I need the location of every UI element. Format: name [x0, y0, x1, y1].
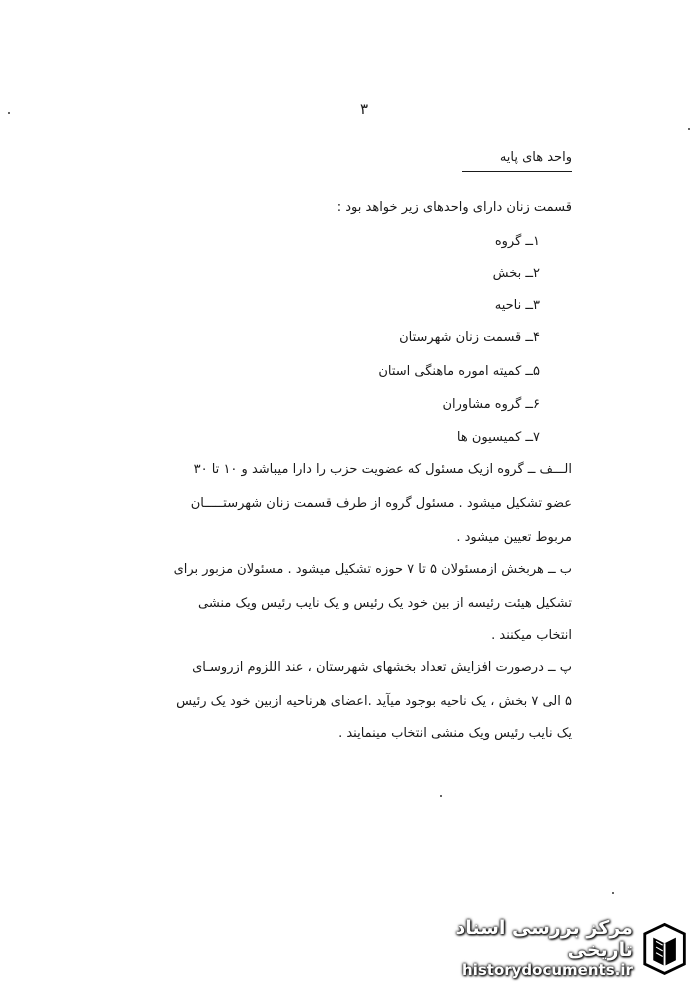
intro-line: قسمت زنان دارای واحدهای زیر خواهد بود :	[336, 200, 572, 215]
book-logo-icon	[641, 919, 688, 977]
page-number: ۳	[360, 100, 369, 118]
scan-speck	[8, 112, 10, 114]
list-item: ۲ــ بخش	[492, 266, 540, 281]
list-item: ۶ــ گروه مشاوران	[442, 397, 540, 412]
list-item: ۵ــ کمیته اموره ماهنگی استان	[378, 364, 540, 379]
paragraph-line: انتخاب میکنند .	[491, 628, 572, 643]
paragraph-line: عضو تشکیل میشود . مسئول گروه از طرف قسمت زنان شهرستـــــان	[190, 496, 572, 511]
list-item: ۷ــ کمیسیون ها	[456, 430, 540, 445]
section-heading: واحد های پایه	[462, 150, 572, 172]
list-item: ۳ــ ناحیه	[494, 298, 540, 313]
paragraph-line: الـــف ــ گروه ازیک مسئول که عضویت حزب را دارا میباشد و ۱۰ تا ۳۰	[193, 462, 572, 477]
watermark-title: مرکز بررسی اسناد تاریخی	[455, 917, 633, 961]
watermark	[398, 917, 688, 979]
paragraph-line: ۵ الی ۷ بخش ، یک ناحیه بوجود میآید .اعضای هرناحیه ازبین خود یک رئیس	[176, 694, 572, 709]
scan-speck	[612, 892, 614, 894]
paragraph-line: مربوط تعیین میشود .	[456, 530, 572, 545]
list-item: ۴ــ قسمت زنان شهرستان	[399, 330, 540, 345]
paragraph-line: تشکیل هیئت رئیسه از بین خود یک رئیس و یک نایب رئیس ویک منشی	[198, 596, 572, 611]
scan-speck	[440, 795, 442, 797]
paragraph-line: ب ــ هربخش ازمسئولان ۵ تا ۷ حوزه تشکیل میشود . مسئولان مزبور برای	[173, 562, 572, 577]
watermark-url: historydocuments.ir	[462, 961, 633, 979]
watermark-text	[398, 917, 633, 979]
list-item: ۱ــ گروه	[494, 234, 540, 249]
scan-speck	[688, 128, 690, 130]
paragraph-line: پ ــ درصورت افزایش تعداد بخشهای شهرستان ، عند اللزوم ازروسـای	[192, 660, 572, 675]
paragraph-line: یک نایب رئیس ویک منشی انتخاب مینمایند .	[338, 726, 572, 741]
